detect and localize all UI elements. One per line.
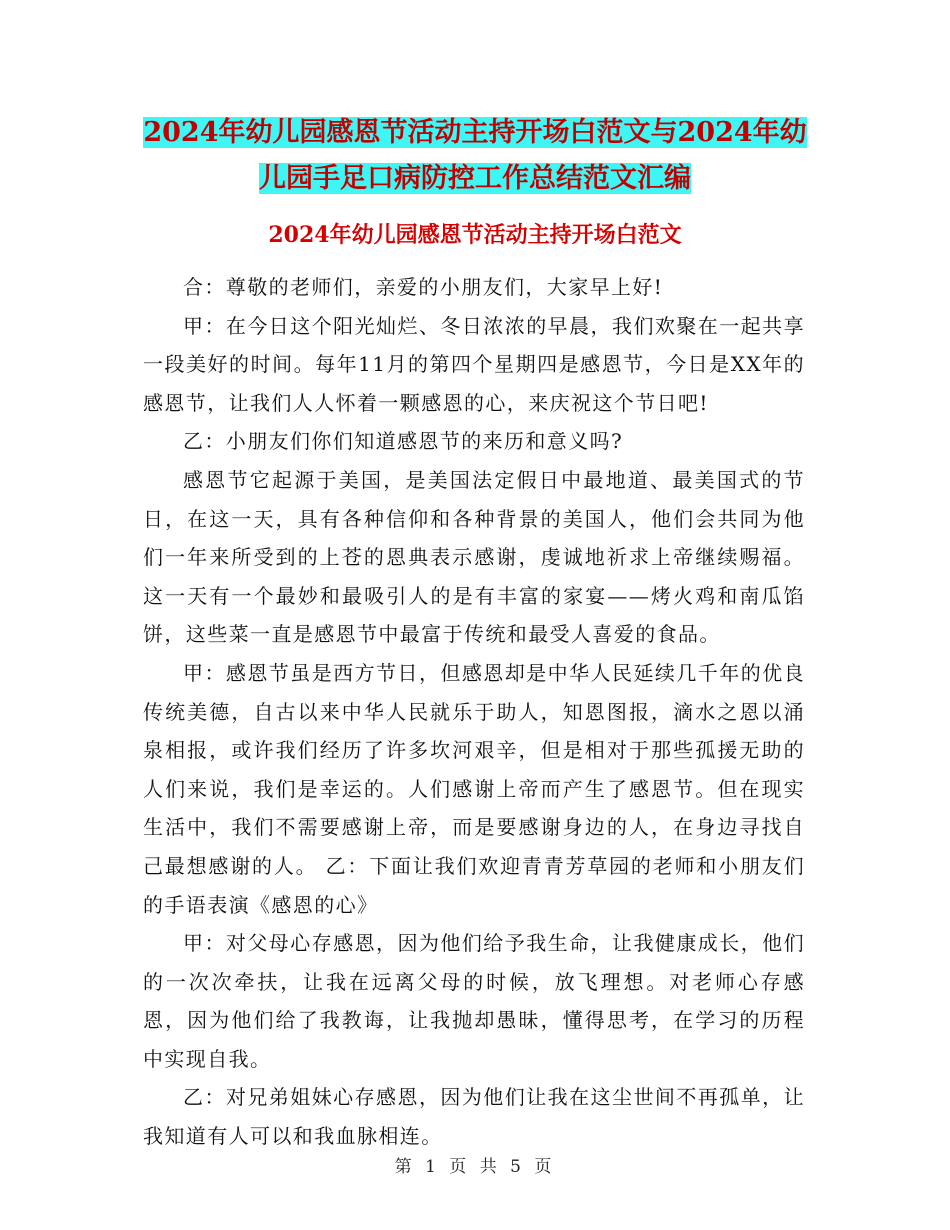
paragraph: 乙：对兄弟姐妹心存感恩，因为他们让我在这尘世间不再孤单，让我知道有人可以和我血脉相连。	[143, 1085, 805, 1149]
paragraph: 甲：感恩节虽是西方节日，但感恩却是中华人民延续几千年的优良传统美德，自古以来中华人民就乐于助人，知恩图报，滴水之恩以涌泉相报，或许我们经历了许多坎河艰辛，但是相对于那些孤援无助的人们来说，我们是幸运的。人们感谢上帝而产生了感恩节。但在现实生活中，我们不需要感谢上帝，而是要感谢身边的人，在身边寻找自己最想感谢的人。 乙：下面让我们欢迎青青芳草园的老师和小朋友们的手语表演《感恩的心》	[143, 660, 805, 917]
paragraph: 甲：在今日这个阳光灿烂、冬日浓浓的早晨，我们欢聚在一起共享一段美好的时间。每年11月的第四个星期四是感恩节，今日是XX年的感恩节，让我们人人怀着一颗感恩的心，来庆祝这个节日吧!	[143, 313, 805, 415]
paragraph: 甲：对父母心存感恩，因为他们给予我生命，让我健康成长，他们的一次次牵扶，让我在远离父母的时候，放飞理想。对老师心存感恩，因为他们给了我教诲，让我抛却愚昧，懂得思考，在学习的历程中实现自我。	[143, 931, 805, 1071]
paragraph: 感恩节它起源于美国，是美国法定假日中最地道、最美国式的节日，在这一天，具有各种信仰和各种背景的美国人，他们会共同为他们一年来所受到的上苍的恩典表示感谢，虔诚地祈求上帝继续赐福。这一天有一个最妙和最吸引人的是有丰富的家宴——烤火鸡和南瓜馅饼，这些菜一直是感恩节中最富于传统和最受人喜爱的食品。	[143, 467, 805, 647]
page-footer: 第 1 页 共 5 页	[394, 1157, 556, 1177]
paragraph: 合：尊敬的老师们，亲爱的小朋友们，大家早上好!	[183, 275, 664, 299]
paragraph: 乙：小朋友们你们知道感恩节的来历和意义吗?	[183, 429, 624, 454]
document-body	[143, 268, 805, 1156]
section-title: 2024年幼儿园感恩节活动主持开场白范文	[268, 222, 682, 248]
document-title	[130, 110, 820, 202]
document-title-text: 2024年幼儿园感恩节活动主持开场白范文与2024年幼儿园手足口病防控工作总结范文汇编	[143, 117, 807, 194]
